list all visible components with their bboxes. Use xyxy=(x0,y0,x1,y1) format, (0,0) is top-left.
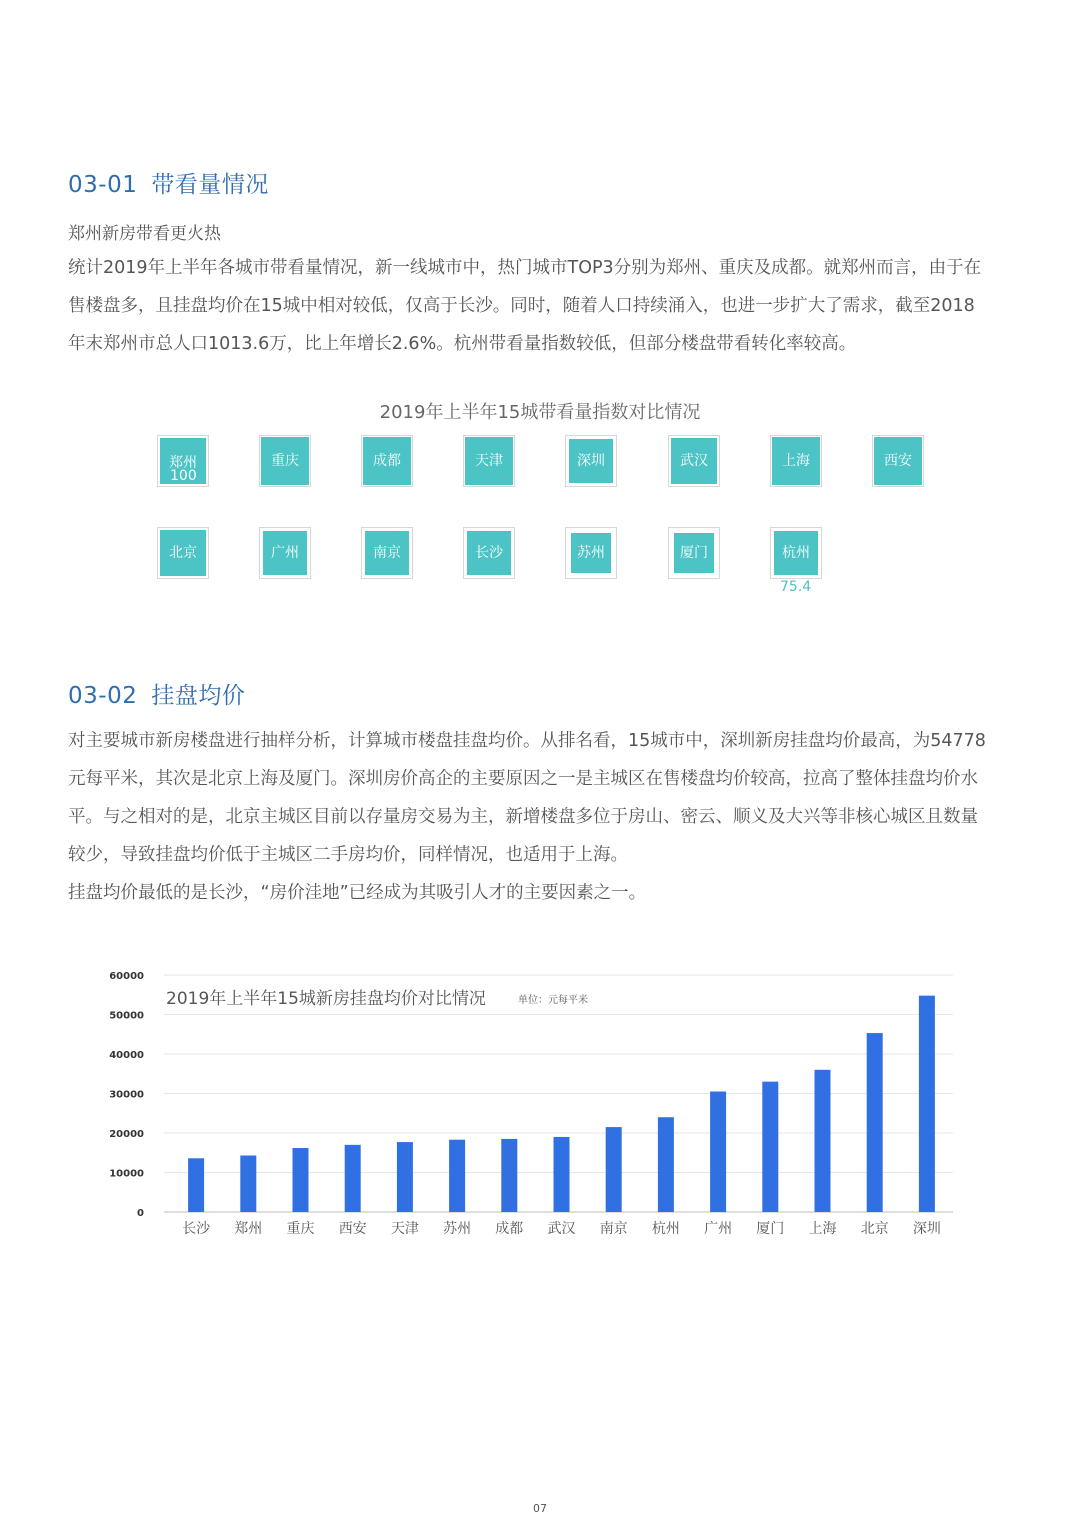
paragraph-line: 平。与之相对的是，北京主城区目前以存量房交易为主，新增楼盘多位于房山、密云、顺义及大兴等非核心城区且数量 xyxy=(68,807,978,827)
paragraph-line: 元每平米，其次是北京上海及厦门。深圳房价高企的主要原因之一是主城区在售楼盘均价较高，拉高了整体挂盘均价水 xyxy=(68,769,978,789)
bar xyxy=(867,1033,883,1212)
index-tile-city: 西安 xyxy=(884,453,912,469)
index-tile-city: 北京 xyxy=(169,545,197,561)
index-tile-city: 郑州 xyxy=(169,455,197,471)
bar xyxy=(658,1117,674,1212)
x-tick-label: 苏州 xyxy=(443,1221,472,1237)
paragraph-line: 较少，导致挂盘均价低于主城区二手房均价，同样情况，也适用于上海。 xyxy=(68,845,628,865)
x-tick-label: 武汉 xyxy=(547,1221,576,1237)
x-tick-label: 长沙 xyxy=(182,1221,211,1237)
bar xyxy=(397,1142,413,1212)
index-tile-city: 武汉 xyxy=(680,453,708,469)
y-tick-label: 50000 xyxy=(109,1010,144,1022)
index-tile-city: 成都 xyxy=(373,453,401,469)
paragraph-line: 售楼盘多，且挂盘均价在15城中相对较低，仅高于长沙。同时，随着人口持续涌入，也进一步扩大了需求，截至2018 xyxy=(68,296,975,316)
bar xyxy=(188,1158,204,1212)
y-tick-label: 60000 xyxy=(109,971,144,982)
index-tile-city: 深圳 xyxy=(577,453,605,469)
x-tick-label: 重庆 xyxy=(286,1221,315,1237)
bar xyxy=(606,1127,622,1212)
x-tick-label: 深圳 xyxy=(912,1221,941,1237)
section-subtitle: 郑州新房带看更火热 xyxy=(68,224,221,244)
paragraph-line: 年末郑州市总人口1013.6万，比上年增长2.6%。杭州带看量指数较低，但部分楼盘带看转化率较高。 xyxy=(68,334,857,354)
index-tile-city: 重庆 xyxy=(271,453,299,469)
paragraph-line: 挂盘均价最低的是长沙，“房价洼地”已经成为其吸引人才的主要因素之一。 xyxy=(68,883,647,903)
bar xyxy=(762,1082,778,1212)
index-tile-city: 杭州 xyxy=(782,545,810,561)
index-tile-city: 上海 xyxy=(782,453,810,469)
y-tick-label: 0 xyxy=(137,1208,144,1219)
index-tile-city: 南京 xyxy=(373,545,401,561)
x-tick-label: 南京 xyxy=(599,1221,628,1237)
x-tick-label: 杭州 xyxy=(651,1221,680,1237)
bar xyxy=(554,1137,570,1212)
chart-title: 2019年上半年15城新房挂盘均价对比情况 xyxy=(166,989,486,1009)
x-tick-label: 上海 xyxy=(808,1221,837,1237)
paragraph-line: 统计2019年上半年各城市带看量情况，新一线城市中，热门城市TOP3分别为郑州、重庆及成都。就郑州而言，由于在 xyxy=(68,258,982,278)
section-number: 03-01 xyxy=(68,172,138,198)
y-tick-label: 20000 xyxy=(109,1129,144,1140)
index-tile-value: 75.4 xyxy=(780,579,812,595)
chart-unit-note: 单位：元每平米 xyxy=(518,995,588,1006)
index-tile-city: 天津 xyxy=(475,453,503,469)
bar xyxy=(240,1156,256,1212)
bar xyxy=(501,1139,517,1212)
index-tile-city: 广州 xyxy=(271,545,299,561)
bar xyxy=(293,1148,309,1212)
index-tile-city: 厦门 xyxy=(680,545,708,561)
bar xyxy=(815,1070,831,1212)
y-tick-label: 40000 xyxy=(109,1050,144,1061)
section-number: 03-02 xyxy=(68,683,138,709)
paragraph-line: 对主要城市新房楼盘进行抽样分析，计算城市楼盘挂盘均价。从排名看，15城市中，深圳新房挂盘均价最高，为54778 xyxy=(68,731,986,751)
bar xyxy=(919,996,935,1212)
index-tile-city: 苏州 xyxy=(577,545,605,561)
y-tick-label: 10000 xyxy=(109,1168,144,1180)
index-tile-value: 100 xyxy=(170,468,197,484)
bar xyxy=(345,1145,361,1212)
x-tick-label: 成都 xyxy=(495,1221,524,1237)
section-heading: 带看量情况 xyxy=(151,172,269,198)
page-number: 07 xyxy=(533,1502,547,1515)
index-tile-city: 长沙 xyxy=(475,545,503,561)
y-tick-label: 30000 xyxy=(109,1089,144,1101)
section-heading: 挂盘均价 xyxy=(151,683,246,709)
x-tick-label: 广州 xyxy=(704,1221,733,1237)
index-chart-title: 2019年上半年15城带看量指数对比情况 xyxy=(379,402,701,423)
bar xyxy=(710,1092,726,1212)
x-tick-label: 北京 xyxy=(860,1221,889,1237)
bar xyxy=(449,1140,465,1212)
x-tick-label: 厦门 xyxy=(756,1221,785,1237)
x-tick-label: 郑州 xyxy=(234,1221,263,1237)
x-tick-label: 天津 xyxy=(390,1221,419,1237)
x-tick-label: 西安 xyxy=(338,1221,367,1237)
